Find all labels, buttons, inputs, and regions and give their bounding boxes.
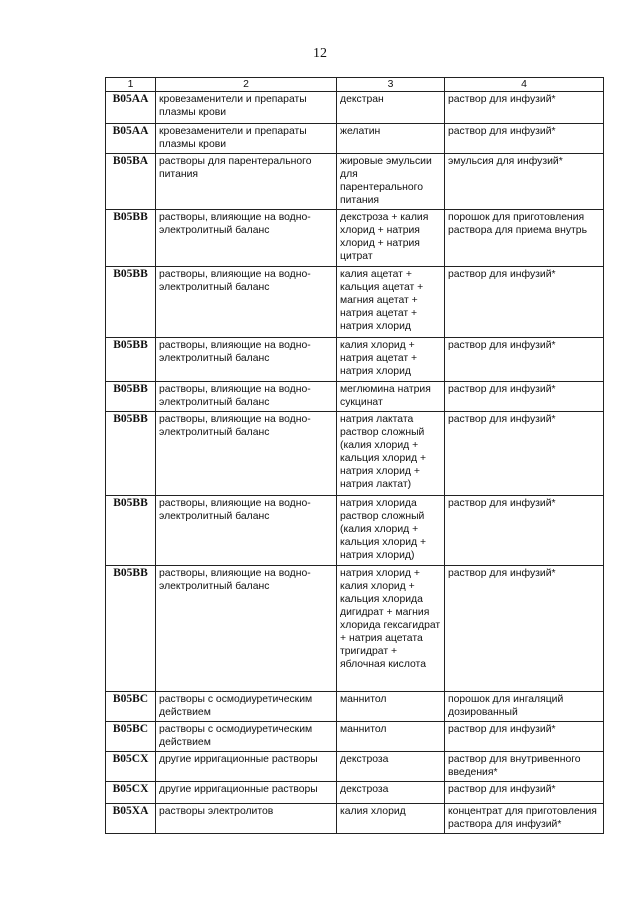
group-cell: растворы электролитов <box>156 804 337 834</box>
group-cell: растворы с осмодиуретическим действием <box>156 692 337 722</box>
dosage-form-cell: раствор для инфузий* <box>445 782 604 804</box>
column-header: 3 <box>337 78 445 92</box>
column-header: 1 <box>106 78 156 92</box>
group-cell: растворы, влияющие на водно-электролитный баланс <box>156 382 337 412</box>
drug-table <box>105 77 604 834</box>
substance-cell: декстран <box>337 92 445 124</box>
dosage-form-cell: раствор для инфузий* <box>445 496 604 566</box>
dosage-form-cell: раствор для инфузий* <box>445 566 604 692</box>
table-row <box>106 154 604 210</box>
table-row <box>106 804 604 834</box>
atc-code-cell: B05BB <box>106 382 156 412</box>
dosage-form-cell: раствор для инфузий* <box>445 124 604 154</box>
atc-code-cell: B05BB <box>106 338 156 382</box>
atc-code-cell: B05BB <box>106 267 156 338</box>
table-row <box>106 338 604 382</box>
atc-code-cell: B05CX <box>106 782 156 804</box>
atc-code-cell: B05BC <box>106 692 156 722</box>
table-header-row <box>106 78 604 92</box>
table-row <box>106 267 604 338</box>
column-header: 2 <box>156 78 337 92</box>
substance-cell: калия хлорид <box>337 804 445 834</box>
atc-code-cell: B05BC <box>106 722 156 752</box>
group-cell: растворы для парентерального питания <box>156 154 337 210</box>
atc-code-cell: B05AA <box>106 124 156 154</box>
substance-cell: маннитол <box>337 722 445 752</box>
atc-code-cell: B05BB <box>106 210 156 267</box>
dosage-form-cell: раствор для инфузий* <box>445 382 604 412</box>
atc-code-cell: B05BA <box>106 154 156 210</box>
group-cell: растворы, влияющие на водно-электролитный баланс <box>156 210 337 267</box>
dosage-form-cell: раствор для инфузий* <box>445 412 604 496</box>
dosage-form-cell: раствор для инфузий* <box>445 267 604 338</box>
column-header: 4 <box>445 78 604 92</box>
substance-cell: натрия хлорида раствор сложный (калия хлорид + кальция хлорид + натрия хлорид) <box>337 496 445 566</box>
group-cell: другие ирригационные растворы <box>156 752 337 782</box>
table-row <box>106 124 604 154</box>
substance-cell: калия ацетат + кальция ацетат + магния ацетат + натрия ацетат + натрия хлорид <box>337 267 445 338</box>
group-cell: растворы с осмодиуретическим действием <box>156 722 337 752</box>
atc-code-cell: B05BB <box>106 412 156 496</box>
substance-cell: декстроза + калия хлорид + натрия хлорид + натрия цитрат <box>337 210 445 267</box>
group-cell: другие ирригационные растворы <box>156 782 337 804</box>
table-row <box>106 496 604 566</box>
dosage-form-cell: раствор для инфузий* <box>445 338 604 382</box>
group-cell: кровезаменители и препараты плазмы крови <box>156 92 337 124</box>
atc-code-cell: B05BB <box>106 566 156 692</box>
substance-cell: декстроза <box>337 752 445 782</box>
page-number: 12 <box>313 46 327 61</box>
atc-code-cell: B05CX <box>106 752 156 782</box>
dosage-form-cell: эмульсия для инфузий* <box>445 154 604 210</box>
dosage-form-cell: раствор для инфузий* <box>445 722 604 752</box>
table-row <box>106 692 604 722</box>
dosage-form-cell: концентрат для приготовления раствора для инфузий* <box>445 804 604 834</box>
substance-cell: маннитол <box>337 692 445 722</box>
dosage-form-cell: раствор для инфузий* <box>445 92 604 124</box>
group-cell: растворы, влияющие на водно-электролитный баланс <box>156 338 337 382</box>
table-row <box>106 752 604 782</box>
group-cell: растворы, влияющие на водно-электролитный баланс <box>156 412 337 496</box>
table-row <box>106 412 604 496</box>
substance-cell: натрия хлорид + калия хлорид + кальция хлорида дигидрат + магния хлорида гексагидрат + натрия ацетата тригидрат + яблочная кислота <box>337 566 445 692</box>
dosage-form-cell: порошок для приготовления раствора для приема внутрь <box>445 210 604 267</box>
group-cell: кровезаменители и препараты плазмы крови <box>156 124 337 154</box>
atc-code-cell: B05AA <box>106 92 156 124</box>
atc-code-cell: B05XA <box>106 804 156 834</box>
dosage-form-cell: раствор для внутривенного введения* <box>445 752 604 782</box>
table-row <box>106 782 604 804</box>
substance-cell: калия хлорид + натрия ацетат + натрия хлорид <box>337 338 445 382</box>
table-row <box>106 210 604 267</box>
group-cell: растворы, влияющие на водно-электролитный баланс <box>156 566 337 692</box>
group-cell: растворы, влияющие на водно-электролитный баланс <box>156 496 337 566</box>
atc-code-cell: B05BB <box>106 496 156 566</box>
substance-cell: натрия лактата раствор сложный (калия хлорид + кальция хлорид + натрия хлорид + натрия лактат) <box>337 412 445 496</box>
table-row <box>106 92 604 124</box>
substance-cell: декстроза <box>337 782 445 804</box>
group-cell: растворы, влияющие на водно-электролитный баланс <box>156 267 337 338</box>
table-row <box>106 722 604 752</box>
dosage-form-cell: порошок для ингаляций дозированный <box>445 692 604 722</box>
substance-cell: меглюмина натрия сукцинат <box>337 382 445 412</box>
substance-cell: желатин <box>337 124 445 154</box>
substance-cell: жировые эмульсии для парентерального питания <box>337 154 445 210</box>
table-row <box>106 382 604 412</box>
table-row <box>106 566 604 692</box>
